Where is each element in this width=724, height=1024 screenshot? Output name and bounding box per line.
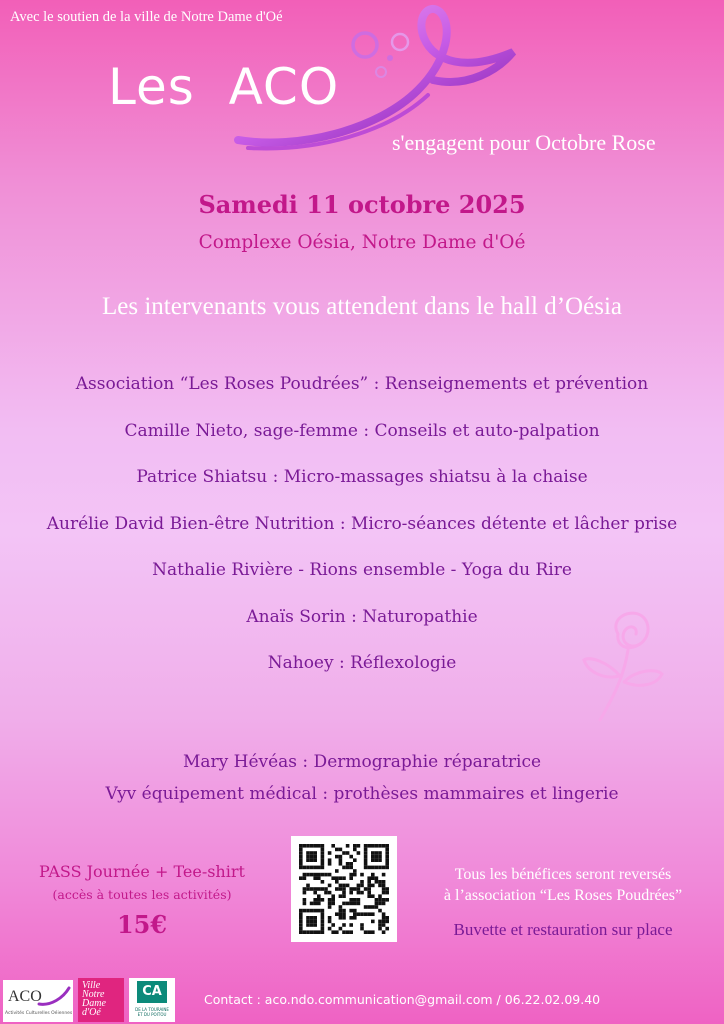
list-item: Anaïs Sorin : Naturopathie [246,606,478,627]
credit-agricole-logo [129,978,175,1022]
list-item: Nahoey : Réflexologie [267,653,457,673]
hall-announcement: Les intervenants vous attendent dans le hall d’Oésia [102,293,622,320]
qr-code[interactable] [291,836,397,942]
pass-note: (accès à toutes les activités) [52,887,232,902]
ca-logo-mark: CA [137,981,167,1003]
benefits-text [404,864,722,906]
ville-logo-line: Notre [82,989,105,1000]
event-venue: Complexe Oésia, Notre Dame d'Oé [198,232,526,253]
ville-logo-line: Dame [82,998,106,1009]
swoosh-icon [37,986,71,1008]
ca-logo-subtitle [129,1007,175,1017]
list-item: Association “Les Roses Poudrées” : Renseignements et prévention [75,374,649,394]
benefits-line-1: Tous les bénéfices seront reversés [454,866,672,883]
list-item: Mary Hévéas : Dermographie réparatrice [182,752,542,772]
pass-title: PASS Journée + Tee-shirt [39,862,245,881]
event-date: Samedi 11 octobre 2025 [198,190,526,219]
contact-info: Contact : aco.ndo.communication@gmail.com / 06.22.02.09.40 [204,992,601,1007]
list-item: Camille Nieto, sage-femme : Conseils et auto-palpation [124,420,600,441]
pass-price: 15€ [116,910,168,939]
list-item: Patrice Shiatsu : Micro-massages shiatsu à la chaise [136,467,588,487]
ca-logo-line: DE LA TOURAINE [135,1007,169,1012]
aco-logo-subtitle: Activités Culturelles Oéiennes [5,1011,73,1016]
ville-logo-line: Ville [82,980,101,991]
benefits-line-2: à l’association “Les Roses Poudrées” [443,887,683,904]
buvette-text: Buvette et restauration sur place [453,920,673,939]
aco-logo [3,980,73,1022]
list-item: Vyv équipement médical : prothèses mammaires et lingerie [105,784,619,804]
extra-speaker-list [0,752,724,816]
list-item: Nathalie Rivière - Rions ensemble - Yoga du Rire [152,560,572,580]
ville-logo-line: d'Oé [82,1007,101,1018]
pass-info [22,862,262,939]
aco-logo-text: ACO [8,988,42,1005]
tagline: s'engagent pour Octobre Rose [392,130,656,155]
ville-logo-text [82,981,106,1017]
page-title: Les ACO [108,58,340,116]
rose-icon [578,606,668,726]
ca-logo-line: ET DU POITOU [137,1012,167,1017]
list-item: Aurélie David Bien-être Nutrition : Micro-séances détente et lâcher prise [46,513,678,534]
ville-logo [78,978,124,1022]
support-text: Avec le soutien de la ville de Notre Dame d'Oé [10,9,283,25]
